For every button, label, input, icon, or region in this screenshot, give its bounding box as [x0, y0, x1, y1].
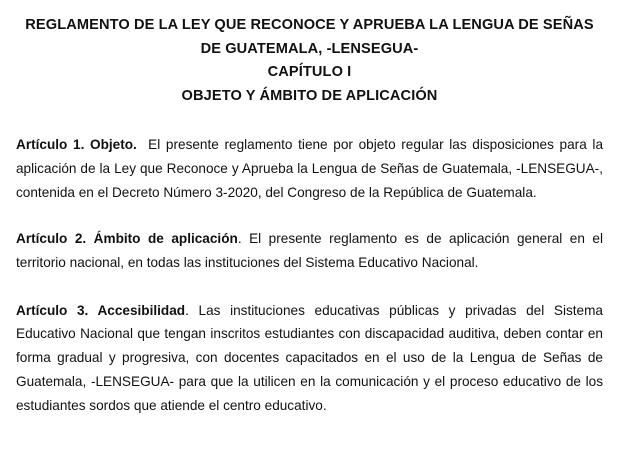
article-3-title: Artículo 3. Accesibilidad — [16, 302, 186, 318]
regulation-title-line-1: REGLAMENTO DE LA LEY QUE RECONOCE Y APRUEBA LA LENGUA DE SEÑAS — [25, 17, 594, 33]
document-heading — [16, 14, 603, 108]
article-2 — [16, 227, 603, 275]
chapter-title: OBJETO Y ÁMBITO DE APLICACIÓN — [181, 87, 438, 104]
article-1 — [16, 133, 603, 205]
article-3 — [16, 299, 603, 419]
article-1-title: Artículo 1. Objeto. — [16, 137, 137, 152]
article-2-text: . El presente reglamento es de aplicación general en el territorio nacional, en todas las instituciones del Sistema Educativo Nacional. — [16, 230, 603, 270]
regulation-title-line-2: DE GUATEMALA, -LENSEGUA- — [200, 40, 419, 57]
article-2-title: Artículo 2. Ámbito de aplicación — [16, 230, 238, 246]
article-3-text: . Las instituciones educativas públicas y privadas del Sistema Educativo Nacional que tengan inscritos estudiantes con discapacidad auditiva, deben contar en forma gradual y progresiva, con docentes capacitados en el uso de la Lengua de Señas de Guatemala, -LENSEGUA- para que la utilicen en la comunicación y el proceso educativo de los estudiantes sordos que atiende el centro educativo. — [16, 302, 603, 414]
chapter-number: CAPÍTULO I — [267, 64, 352, 80]
article-1-text: El presente reglamento tiene por objeto regular las disposiciones para la aplicación de la Ley que Reconoce y Aprueba la Lengua de Señas de Guatemala, -LENSEGUA-, contenida en el Decreto Número 3-2020, del Congreso de la República de Guatemala. — [16, 137, 604, 200]
